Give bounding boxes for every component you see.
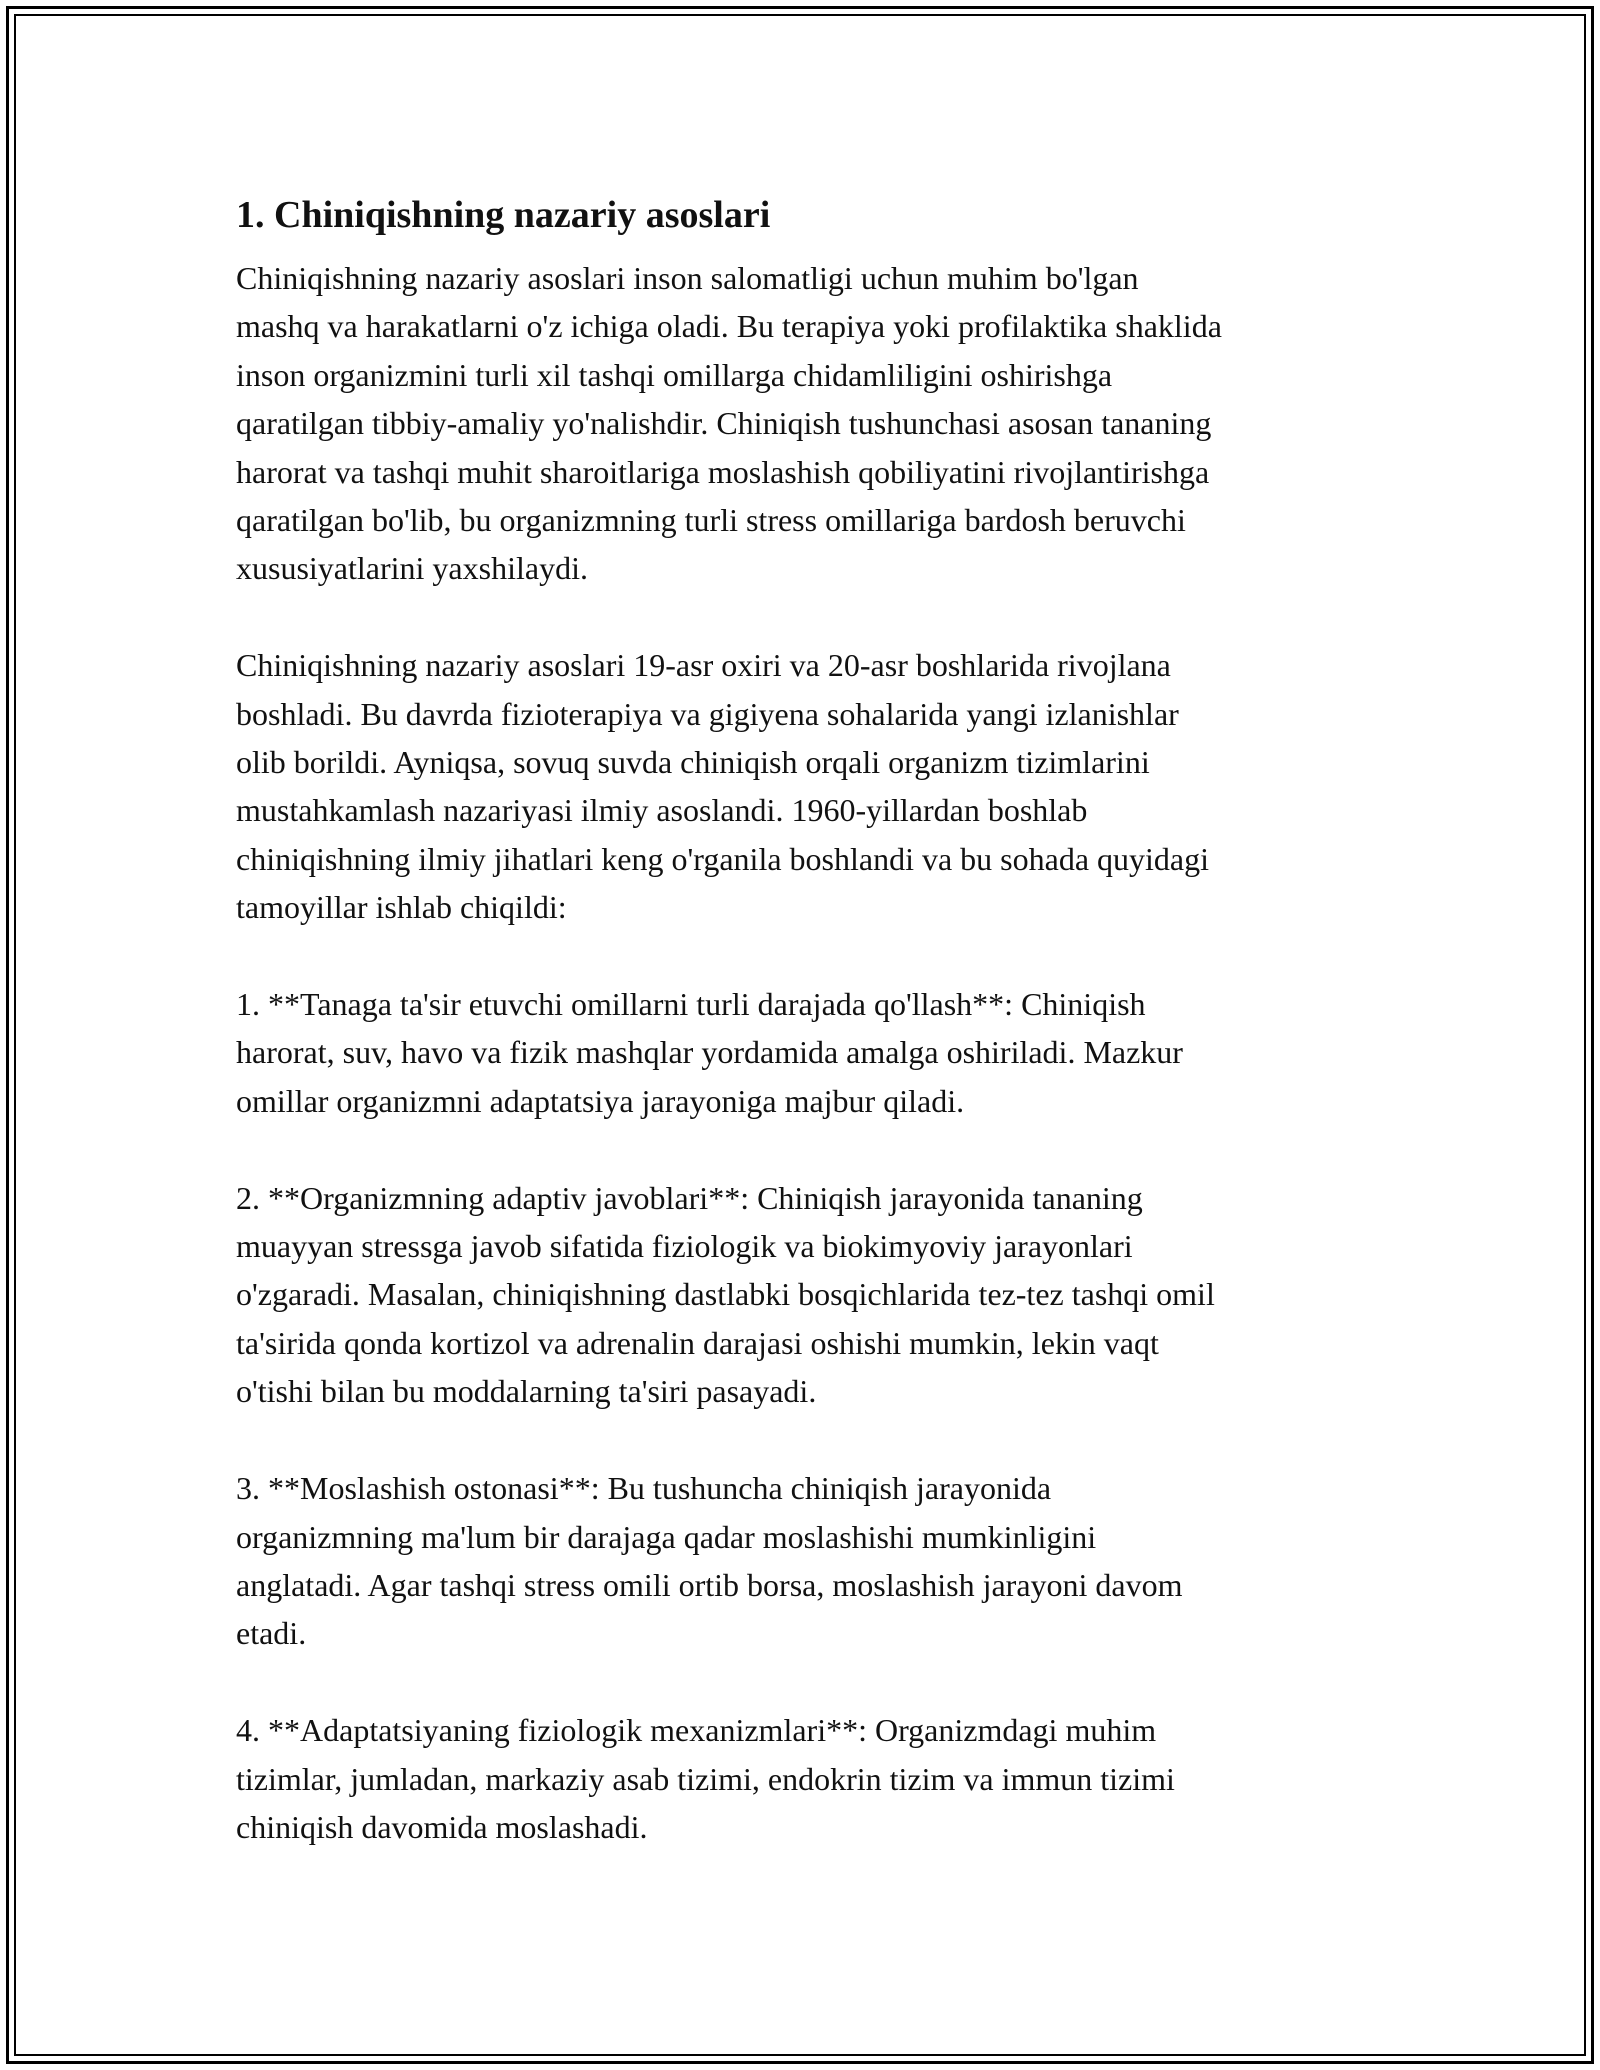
section-heading: 1. Chiniqishning nazariy asoslari (236, 194, 771, 236)
list-item-2: 2. **Organizmning adaptiv javoblari**: Chiniqish jarayonida tananing muayyan stressga javob sifatida fiziologik va biokimyoviy jarayonlari o'zgaradi. Masalan, chiniqishning dastlabki bosqichlarida tez-tez tashqi omil ta'sirida qonda kortizol va adrenalin darajasi oshishi mumkin, lekin vaqt o'tishi bilan bu moddalarning ta'siri pasayadi. (236, 1179, 1215, 1410)
list-item-3: 3. **Moslashish ostonasi**: Bu tushuncha chiniqish jarayonida organizmning ma'lum bir darajaga qadar moslashishi mumkinligini anglatadi. Agar tashqi stress omili ortib borsa, moslashish jarayoni davom etadi. (236, 1470, 1183, 1652)
paragraph-history: Chiniqishning nazariy asoslari 19-asr oxiri va 20-asr boshlarida rivojlana boshladi. Bu davrda fizioterapiya va gigiyena sohalarida yangi izlanishlar olib borildi. Ayniqsa, sovuq suvda chiniqish orqali organizm tizimlarini mustahkamlash nazariyasi ilmiy asoslandi. 1960-yillardan boshlab chiniqishning ilmiy jihatlari keng o'rganila boshlandi va bu sohada quyidagi tamoyillar ishlab chiqildi: (236, 647, 1210, 926)
paragraph-intro: Chiniqishning nazariy asoslari inson salomatligi uchun muhim bo'lgan mashq va harakatlarni o'z ichiga oladi. Bu terapiya yoki profilaktika shaklida inson organizmini turli xil tashqi omillarga chidamliligini oshirishga qaratilgan tibbiy-amaliy yo'nalishdir. Chiniqish tushunchasi asosan tananing harorat va tashqi muhit sharoitlariga moslashish qobiliyatini rivojlantirishga qaratilgan bo'lib, bu organizmning turli stress omillariga bardosh beruvchi xususiyatlarini yaxshilaydi. (236, 260, 1222, 587)
document-body (236, 184, 1386, 1851)
list-item-4: 4. **Adaptatsiyaning fiziologik mexanizmlari**: Organizmdagi muhim tizimlar, jumladan, markaziy asab tizimi, endokrin tizim va immun tizimi chiniqish davomida moslashadi. (236, 1712, 1175, 1845)
list-item-1: 1. **Tanaga ta'sir etuvchi omillarni turli darajada qo'llash**: Chiniqish harorat, suv, havo va fizik mashqlar yordamida amalga oshiriladi. Mazkur omillar organizmni adaptatsiya jarayoniga majbur qiladi. (236, 986, 1183, 1119)
